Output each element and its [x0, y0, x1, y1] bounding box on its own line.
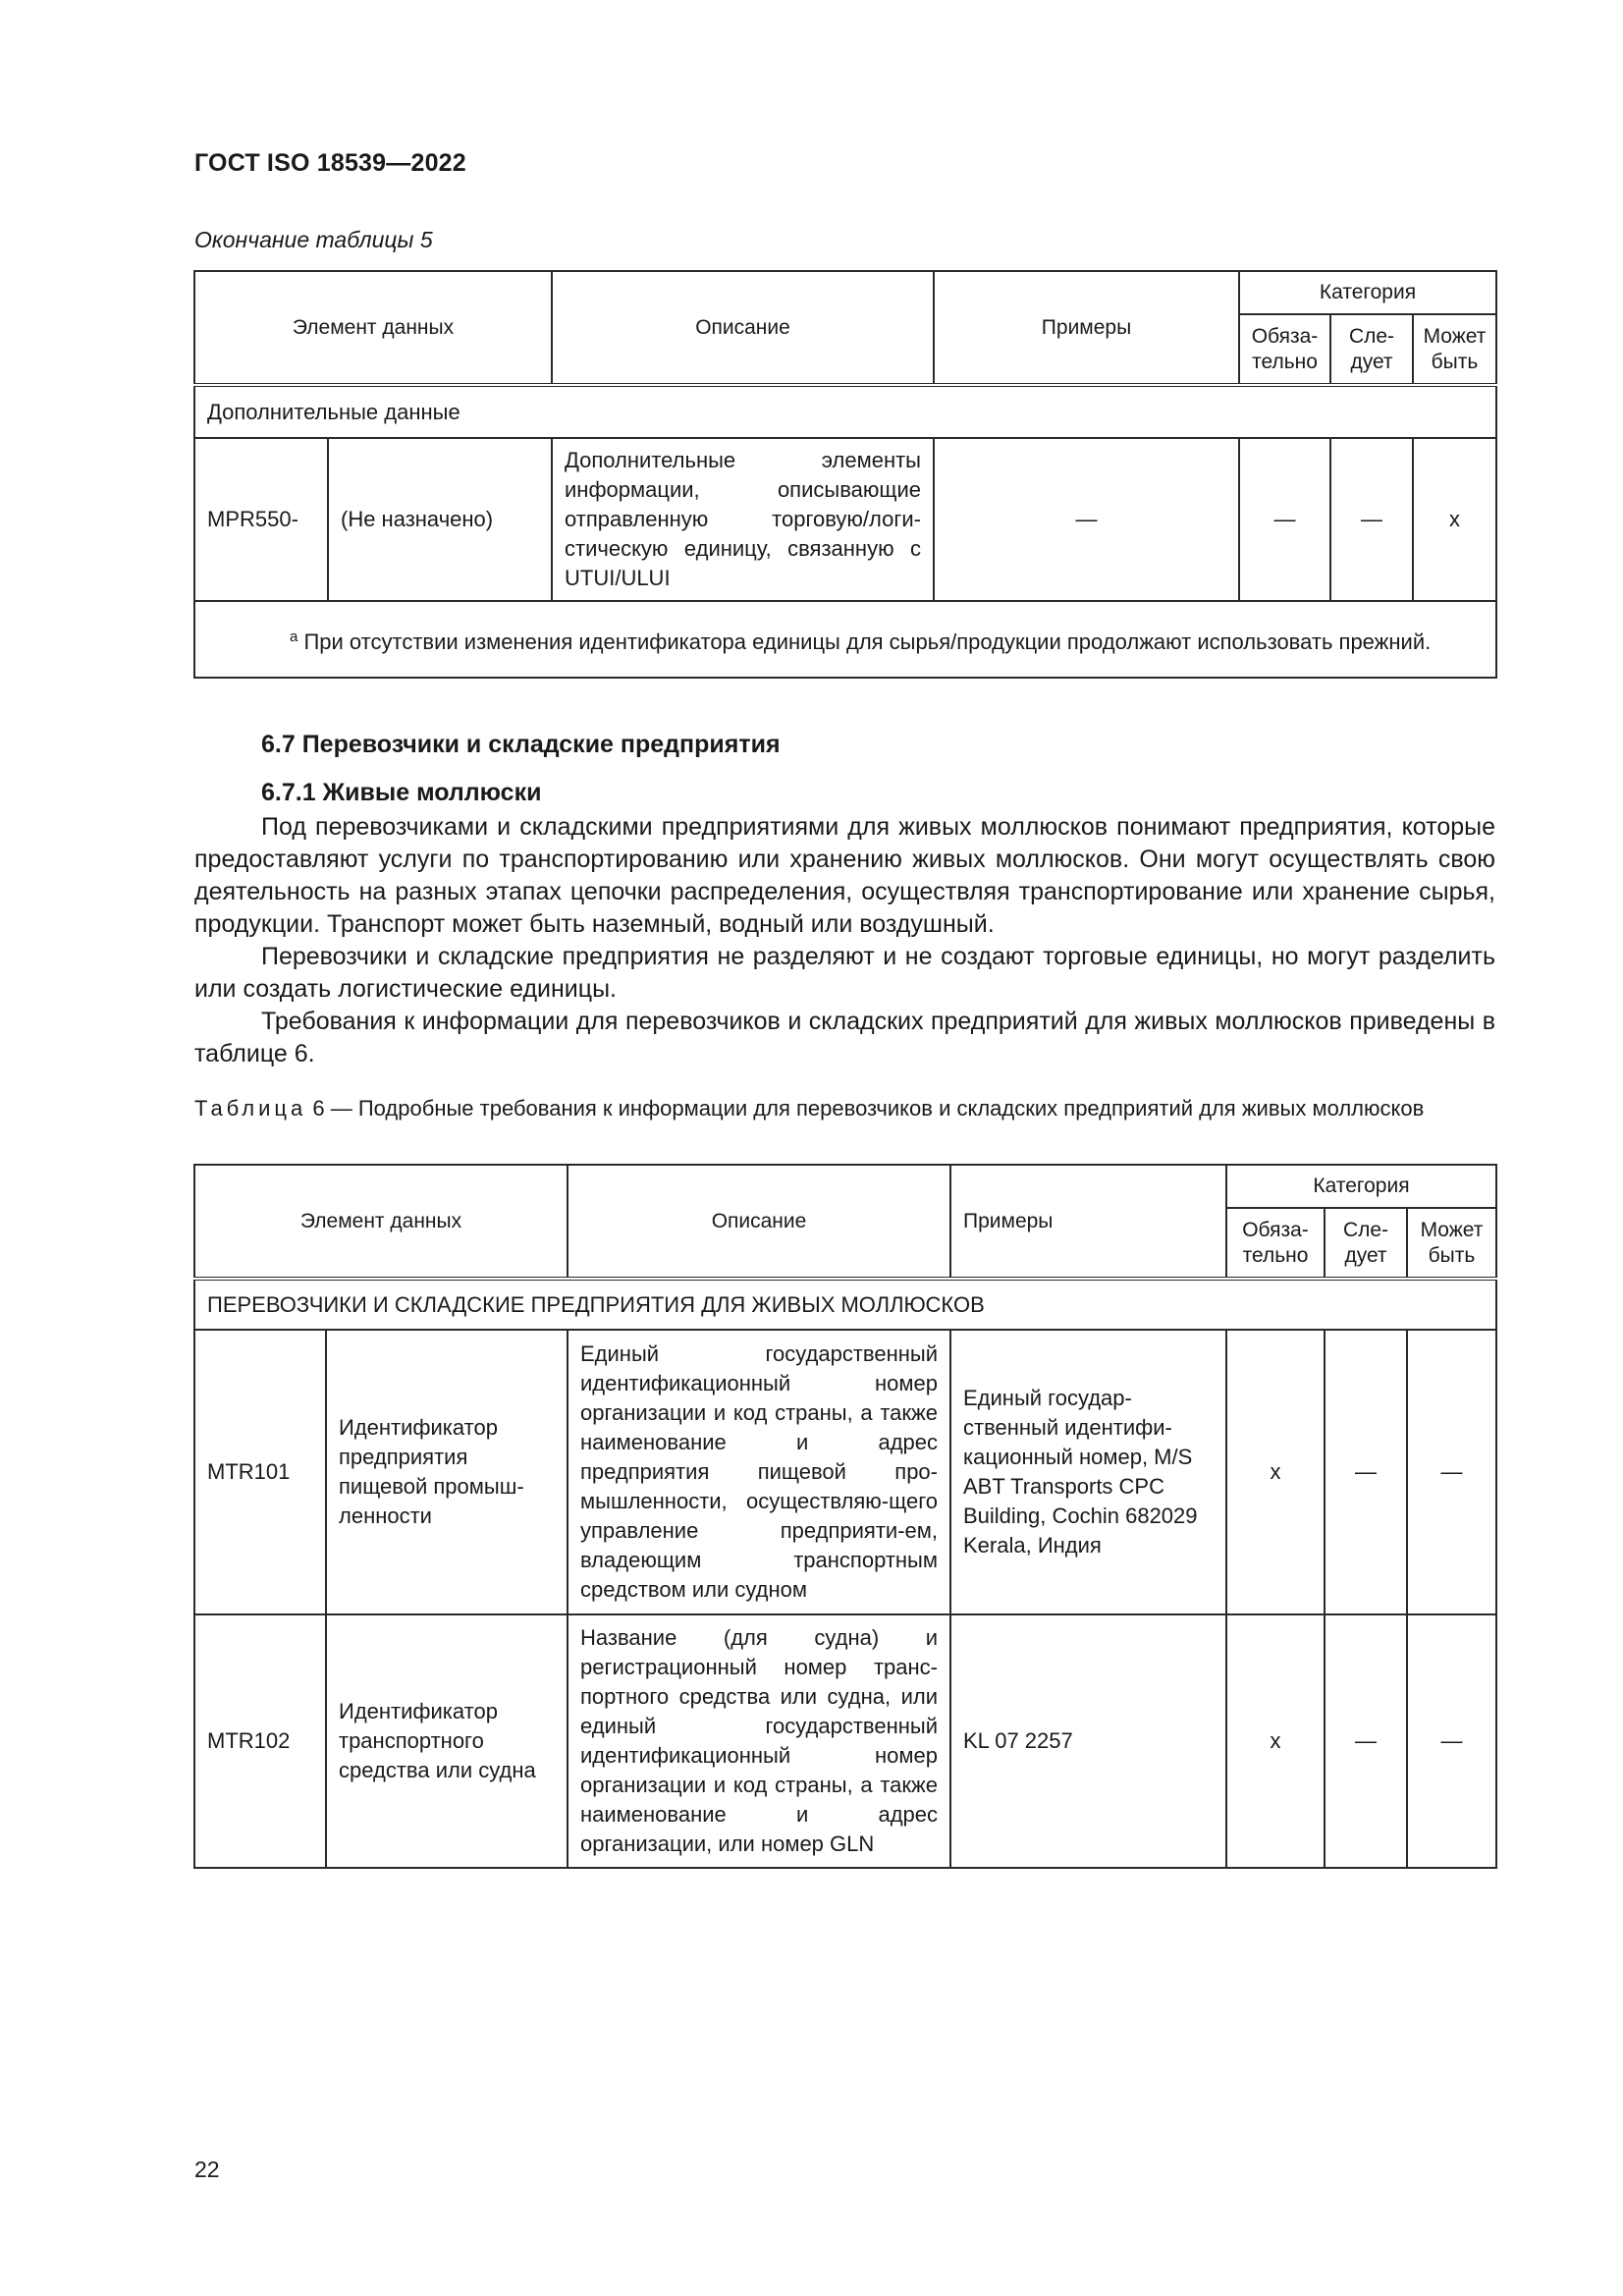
col-category-header: Категория: [1239, 271, 1496, 314]
col-mandatory-header: Обяза- тельно: [1226, 1208, 1325, 1279]
table-row: [194, 1614, 1496, 1868]
row-may: —: [1407, 1330, 1496, 1614]
row-description: Дополнительные элементы информации, описывающие отправленную торговую/логи-стическую единицу, связанную с UTUI/ULUI: [552, 438, 934, 601]
col-examples-header: Примеры: [934, 271, 1239, 385]
row-name: (Не назначено): [328, 438, 552, 601]
col-may-header: Может быть: [1413, 314, 1496, 385]
footnote-mark: a: [290, 628, 298, 645]
row-examples: Единый государ-ственный идентифи-кационный номер, M/S ABT Transports CPC Building, Cochin 682029 Kerala, Индия: [950, 1330, 1226, 1614]
table5-continuation-caption: Окончание таблицы 5: [194, 227, 433, 252]
standard-header: ГОСТ ISO 18539—2022: [194, 149, 466, 177]
table6-caption-label: Таблица: [194, 1096, 307, 1121]
row-name: Идентификатор транспортного средства или судна: [326, 1614, 568, 1868]
table6: [193, 1164, 1497, 1869]
subsection-title: 6.7.1 Живые моллюски: [261, 779, 542, 806]
row-should: —: [1325, 1330, 1407, 1614]
col-description-header: Описание: [552, 271, 934, 385]
table5-footnote: [194, 601, 1496, 678]
row-mandatory: —: [1239, 438, 1330, 601]
paragraph-2: Перевозчики и складские предприятия не разделяют и не создают торговые единицы, но могут разделить или создать логистические единицы.: [194, 943, 1495, 1003]
row-examples: —: [934, 438, 1239, 601]
col-should-header: Сле- дует: [1330, 314, 1413, 385]
row-mandatory: x: [1226, 1614, 1325, 1868]
row-description: Название (для судна) и регистрационный номер транс-портного средства или судна, или единый государственный идентификационный номер организации и код страны, а также наименование и адрес организации, или номер GLN: [568, 1614, 950, 1868]
row-mandatory: x: [1226, 1330, 1325, 1614]
row-description: Единый государственный идентификационный номер организации и код страны, а также наименование и адрес предприятия пищевой про-мышленности, осуществляю-щего управление предприяти-ем, владеющим транспортным средством или судном: [568, 1330, 950, 1614]
row-code: MTR101: [194, 1330, 326, 1614]
col-element-header: Элемент данных: [194, 1165, 568, 1279]
col-examples-header: Примеры: [950, 1165, 1226, 1279]
col-should-header: Сле- дует: [1325, 1208, 1407, 1279]
footnote-text: При отсутствии изменения идентификатора единицы для сырья/продукции продолжают использовать прежний.: [303, 629, 1432, 654]
table6-caption-text: 6 — Подробные требования к информации для перевозчиков и складских предприятий для живых моллюсков: [312, 1096, 1425, 1121]
row-should: —: [1330, 438, 1413, 601]
col-category-header: Категория: [1226, 1165, 1496, 1208]
section-row-carriers: ПЕРЕВОЗЧИКИ И СКЛАДСКИЕ ПРЕДПРИЯТИЯ ДЛЯ ЖИВЫХ МОЛЛЮСКОВ: [194, 1279, 1496, 1330]
row-name: Идентификатор предприятия пищевой промыш-ленности: [326, 1330, 568, 1614]
table6-caption: [194, 1093, 1495, 1123]
col-description-header: Описание: [568, 1165, 950, 1279]
paragraph-1: Под перевозчиками и складскими предприятиями для живых моллюсков понимают предприятия, которые предоставляют услуги по транспортированию или хранению живых моллюсков. Они могут осуществлять свою деятельность на разных этапах цепочки распределения, осуществляя транспортирование или хранение сырья, продукции. Транспорт может быть наземный, водный или воздушный.: [194, 813, 1495, 938]
row-code: MPR550-: [194, 438, 328, 601]
page-number: 22: [194, 2157, 220, 2182]
row-may: —: [1407, 1614, 1496, 1868]
row-examples: KL 07 2257: [950, 1614, 1226, 1868]
row-code: MTR102: [194, 1614, 326, 1868]
col-may-header: Может быть: [1407, 1208, 1496, 1279]
col-mandatory-header: Обяза- тельно: [1239, 314, 1330, 385]
paragraph-3: Требования к информации для перевозчиков и складских предприятий для живых моллюсков приведены в таблице 6.: [194, 1008, 1495, 1067]
table-row: [194, 1330, 1496, 1614]
table-row: [194, 438, 1496, 601]
section-title: 6.7 Перевозчики и складские предприятия: [261, 731, 781, 758]
row-may: x: [1413, 438, 1496, 601]
col-element-header: Элемент данных: [194, 271, 552, 385]
section-row-additional-data: Дополнительные данные: [194, 385, 1496, 438]
table5: [193, 270, 1497, 679]
row-should: —: [1325, 1614, 1407, 1868]
